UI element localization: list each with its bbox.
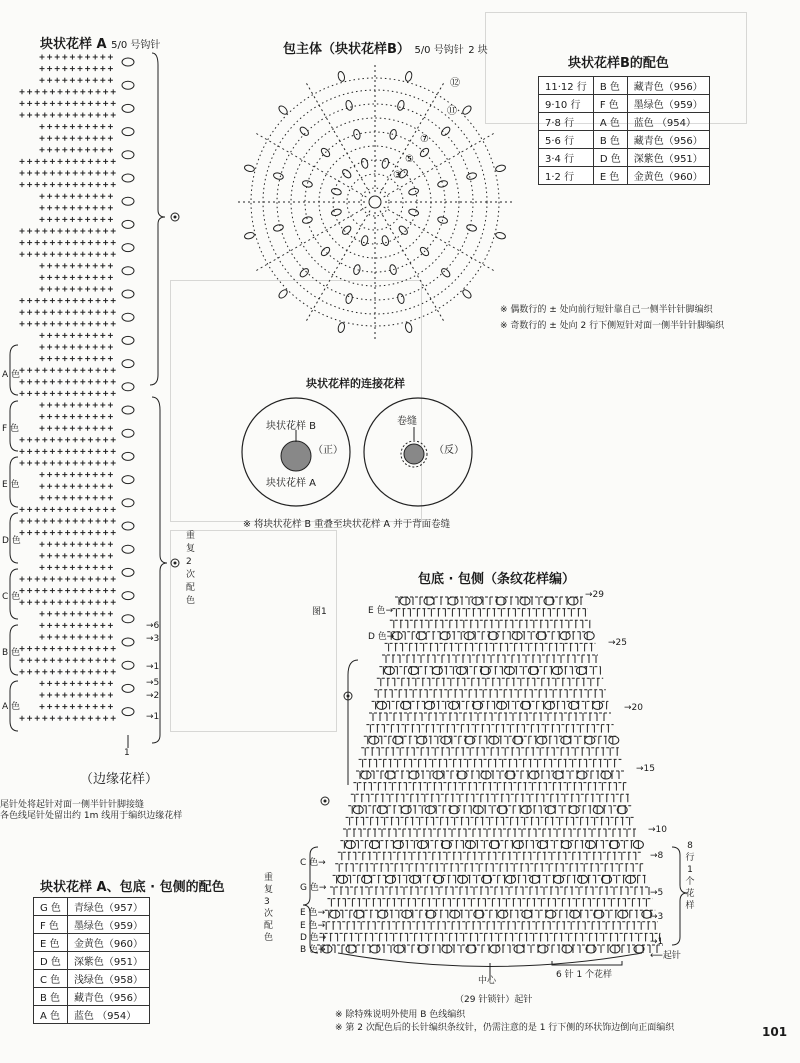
table-cell-color: 墨绿色（959）	[67, 916, 149, 934]
join-back: （反）	[434, 445, 464, 456]
table-row	[34, 970, 150, 988]
round-mark: ⑦	[420, 134, 429, 145]
motif-petal	[466, 172, 477, 180]
stripe-loop	[338, 875, 348, 883]
color-a-title: 块状花样 A、包底 · 包侧的配色	[40, 880, 225, 895]
motif-ring	[333, 160, 417, 244]
table-row	[34, 952, 150, 970]
motif-petal	[244, 231, 255, 239]
table-cell-color: 藏青色（956）	[67, 988, 149, 1006]
color-letter: B 色	[2, 648, 21, 658]
stripe-loop	[370, 945, 380, 953]
stripe-loop	[553, 771, 563, 779]
row-mark: →8	[650, 851, 664, 861]
stripe-loop	[529, 771, 539, 779]
stripe-loop	[456, 667, 466, 675]
table-cell-color: 金黄色（960）	[627, 167, 709, 185]
color-letter: E 色	[2, 480, 20, 490]
table-row	[539, 131, 710, 149]
table-row	[34, 1006, 150, 1024]
table-cell-letter: E 色	[593, 167, 627, 185]
join-a-label: 块状花样 A	[266, 478, 317, 489]
motif-petal	[437, 180, 448, 188]
stripe-loop	[521, 806, 531, 814]
motif-petal	[461, 104, 472, 115]
pattern-a-note: 尾针处将起针对面一侧半针针脚接缝	[0, 800, 145, 810]
ghost-panel	[485, 12, 747, 124]
join-b-label: 块状花样 B	[266, 421, 317, 432]
motif-b-dot	[281, 441, 311, 471]
stripe-loop	[537, 736, 547, 744]
stripe-color-label: B 色→	[300, 945, 326, 955]
stripe-loop	[401, 701, 411, 709]
stripe-loop	[609, 841, 619, 849]
table-cell-rows: 3·4 行	[539, 149, 594, 167]
row-mark: →3	[650, 912, 664, 922]
motif-petal	[341, 225, 352, 236]
stripe-loop	[585, 736, 595, 744]
stripe-loop	[362, 875, 372, 883]
table-cell-letter: G 色	[34, 898, 68, 916]
bottom-note: ※ 除特殊说明外使用 B 色线编织	[335, 1010, 466, 1020]
loop-mark	[122, 104, 134, 112]
motif-petal	[320, 246, 331, 257]
stripe-loop	[522, 910, 532, 918]
stripe-loop	[593, 806, 603, 814]
stripe-loop	[416, 632, 426, 640]
motif-center	[369, 196, 381, 208]
stripe-loop	[410, 875, 420, 883]
stripe-loop	[369, 736, 379, 744]
motif-petal	[466, 224, 477, 232]
row-mark: →5	[650, 888, 664, 898]
chain-label: （29 针锁针）起针	[455, 995, 533, 1005]
round-mark: ③	[393, 170, 402, 181]
motif-petal	[299, 267, 310, 278]
stripe-loop	[585, 841, 595, 849]
stripe-loop	[488, 632, 498, 640]
loop-mark	[122, 174, 134, 182]
center-label: 中心	[478, 976, 497, 986]
motif-petal	[381, 235, 389, 246]
stripe-loop	[432, 667, 442, 675]
figure-label: 图1	[312, 607, 327, 617]
stripe-color-label: D 色→	[368, 632, 395, 642]
stripe-loop	[353, 806, 363, 814]
table-cell-letter: B 色	[593, 131, 627, 149]
pattern-a-title: 块状花样 A 5/0 号钩针	[40, 37, 161, 52]
stripe-loop	[408, 667, 418, 675]
motif-petal	[495, 164, 506, 172]
stripe-loop	[401, 806, 411, 814]
table-row	[34, 898, 150, 916]
stripe-loop	[570, 910, 580, 918]
table-cell-rows: 5·6 行	[539, 131, 594, 149]
row-mark: →5	[146, 678, 160, 688]
stripe-loop	[449, 806, 459, 814]
table-row	[34, 988, 150, 1006]
join-front: （正）	[313, 445, 343, 456]
row-mark: →15	[636, 764, 655, 774]
loop-mark	[122, 661, 134, 669]
pattern-a-color-letters	[2, 345, 32, 735]
table-cell-color: 藏青色（956）	[627, 77, 709, 95]
six-stitch-label: 6 针 1 个花样	[556, 970, 613, 980]
row-mark: →6	[146, 621, 160, 631]
loop-mark	[122, 336, 134, 344]
stripe-loop	[417, 841, 427, 849]
table-cell-letter: D 色	[593, 149, 627, 167]
loop-mark	[122, 128, 134, 136]
color-a-table	[33, 897, 150, 1024]
pattern-a-repeat-note: 重复 2 次配色	[186, 531, 196, 606]
row-mark: →1	[146, 712, 160, 722]
table-cell-rows: 1·2 行	[539, 167, 594, 185]
motif-petal	[360, 158, 368, 169]
main-body-note: ※ 奇数行的 ± 处向 2 行下侧短针对面一侧半针针脚编织	[500, 321, 725, 331]
table-cell-letter: C 色	[34, 970, 68, 988]
stripe-loop	[609, 736, 619, 744]
eight-row-note: 8 行 1 个花样	[685, 841, 695, 911]
stripe-color-label: E 色→	[300, 908, 326, 918]
stripe-loop	[545, 701, 555, 709]
stripe-loop	[394, 945, 404, 953]
motif-petal	[398, 225, 409, 236]
loop-mark	[122, 476, 134, 484]
motif-petal	[299, 126, 310, 137]
stripe-loop	[538, 945, 548, 953]
loop-mark	[122, 429, 134, 437]
stripe-loop	[393, 841, 403, 849]
stripe-loop	[377, 806, 387, 814]
stripe-color-label: D 色→	[300, 933, 327, 943]
stripe-loop	[354, 910, 364, 918]
row-mark: →29	[585, 590, 604, 600]
stripe-loop	[554, 875, 564, 883]
motif-petal	[440, 267, 451, 278]
motif-petal	[273, 224, 284, 232]
table-cell-letter: A 色	[593, 113, 627, 131]
loop-mark	[122, 522, 134, 530]
stripe-loop	[601, 771, 611, 779]
table-cell-rows: 9·10 行	[539, 95, 594, 113]
loop-mark	[122, 499, 134, 507]
loop-mark	[122, 568, 134, 576]
round-mark: ⑫	[450, 78, 460, 89]
stripe-loop	[417, 736, 427, 744]
motif-ring	[291, 118, 459, 286]
motif-petal	[337, 71, 345, 82]
loop-mark	[122, 684, 134, 692]
loop-mark	[122, 290, 134, 298]
table-row	[539, 149, 710, 167]
stripe-loop	[424, 597, 434, 605]
stripe-loop	[386, 875, 396, 883]
loop-mark	[122, 360, 134, 368]
motif-petal	[302, 180, 313, 188]
stripe-loop	[506, 875, 516, 883]
stripe-loop	[393, 736, 403, 744]
stripe-loop	[514, 945, 524, 953]
loop-mark	[122, 452, 134, 460]
stripe-loop	[464, 632, 474, 640]
pattern-a-note: 各色线尾针处留出约 1m 线用于编织边缘花样	[0, 811, 183, 821]
table-cell-rows: 11·12 行	[539, 77, 594, 95]
table-cell-letter: A 色	[34, 1006, 68, 1024]
stripe-loop	[521, 701, 531, 709]
loop-mark	[122, 615, 134, 623]
table-cell-color: 蓝色 （954）	[627, 113, 709, 131]
motif-ring	[305, 132, 445, 272]
color-letter: F 色	[2, 424, 20, 434]
loop-mark	[122, 638, 134, 646]
table-cell-color: 金黄色（960）	[67, 934, 149, 952]
stripe-loop	[330, 910, 340, 918]
loop-mark	[122, 58, 134, 66]
bottom-mark: 1	[124, 748, 130, 758]
color-letter: A 色	[2, 370, 21, 380]
start-label: ⟵起针	[650, 951, 681, 961]
stripe-loop	[552, 667, 562, 675]
motif-ring	[319, 146, 431, 258]
stripe-loop	[593, 701, 603, 709]
table-cell-letter: D 色	[34, 952, 68, 970]
loop-mark	[122, 151, 134, 159]
stripe-loop	[425, 701, 435, 709]
motif-petal	[331, 208, 342, 216]
stripe-loop	[578, 875, 588, 883]
table-cell-color: 浅绿色（958）	[67, 970, 149, 988]
join-title: 块状花样的连接花样	[306, 377, 405, 390]
main-body-note: ※ 偶数行的 ± 处向前行短针靠自己一侧半针针脚编织	[500, 305, 713, 315]
stripe-loop	[562, 945, 572, 953]
edge-pattern-label: （边缘花样）	[80, 772, 159, 787]
motif-petal	[461, 288, 472, 299]
stripe-loop	[425, 806, 435, 814]
round-mark: ⑤	[405, 154, 414, 165]
motif-petal	[302, 216, 313, 224]
row-mark: →10	[648, 825, 667, 835]
table-cell-color: 蓝色 （954）	[67, 1006, 149, 1024]
stripe-loop	[561, 841, 571, 849]
table-cell-color: 藏青色（956）	[627, 131, 709, 149]
stripe-loop	[441, 736, 451, 744]
stripe-repeat-note: 重复 3 次配色	[264, 873, 274, 943]
motif-petal	[408, 187, 419, 195]
table-cell-letter: B 色	[593, 77, 627, 95]
stripe-loop	[369, 841, 379, 849]
stripe-loop	[409, 771, 419, 779]
row-mark: →25	[608, 638, 627, 648]
stripe-loop	[569, 701, 579, 709]
motif-ring	[361, 188, 389, 216]
table-cell-rows: 7·8 行	[539, 113, 594, 131]
stripe-loop	[530, 875, 540, 883]
table-row	[34, 934, 150, 952]
stripe-loop	[577, 771, 587, 779]
motif-petal	[345, 100, 353, 111]
main-body-title: 包主体（块状花样B） 5/0 号钩针 2 块	[283, 42, 488, 57]
motif-petal	[381, 158, 389, 169]
loop-mark	[122, 545, 134, 553]
stripe-color-label: E 色→	[368, 606, 394, 616]
stripe-loop	[385, 771, 395, 779]
stripe-loop	[448, 597, 458, 605]
table-cell-letter: F 色	[593, 95, 627, 113]
motif-petal	[440, 126, 451, 137]
loop-mark	[122, 383, 134, 391]
stripe-loop	[440, 632, 450, 640]
stripe-loop	[561, 736, 571, 744]
stripe-loop	[384, 667, 394, 675]
motif-petal	[408, 208, 419, 216]
loop-mark	[122, 592, 134, 600]
row-mark: →3	[146, 634, 160, 644]
motif-petal	[353, 264, 361, 275]
loop-mark	[122, 244, 134, 252]
loop-mark	[122, 81, 134, 89]
motif-petal	[495, 231, 506, 239]
motif-petal	[331, 187, 342, 195]
stripe-loop	[346, 945, 356, 953]
stripe-loop	[545, 806, 555, 814]
stripe-loop	[361, 771, 371, 779]
row-mark: →20	[624, 703, 643, 713]
loop-mark	[122, 406, 134, 414]
color-letter: C 色	[2, 592, 21, 602]
loop-mark	[122, 197, 134, 205]
loop-mark	[122, 313, 134, 321]
row-mark: →1	[650, 937, 664, 947]
stripe-loop	[569, 806, 579, 814]
stripe-loop	[449, 701, 459, 709]
table-cell-color: 深紫色（951）	[627, 149, 709, 167]
stripe-loop	[513, 736, 523, 744]
stripe-loop	[400, 597, 410, 605]
stripe-loop	[560, 632, 570, 640]
round-mark: ⑪	[447, 106, 457, 117]
motif-petal	[404, 71, 412, 82]
motif-ring	[277, 104, 473, 300]
bottom-title: 包底 · 包侧（条纹花样编）	[418, 572, 575, 587]
page-number: 101	[762, 1025, 788, 1039]
color-letter: A 色	[2, 702, 21, 712]
stripe-loop	[584, 632, 594, 640]
color-letter: D 色	[2, 536, 21, 546]
join-note: ※ 将块状花样 B 重叠至块状花样 A 并于背面卷缝	[243, 519, 451, 530]
table-cell-color: 深紫色（951）	[67, 952, 149, 970]
stripe-loop	[546, 910, 556, 918]
loop-mark	[122, 220, 134, 228]
stripe-loop	[472, 597, 482, 605]
motif-petal	[397, 100, 405, 111]
motif-petal	[273, 172, 284, 180]
loop-mark	[122, 267, 134, 275]
table-cell-letter: F 色	[34, 916, 68, 934]
stripe-loop	[402, 910, 412, 918]
stripe-color-label: C 色→	[300, 858, 326, 868]
stripe-loop	[474, 910, 484, 918]
stripe-color-label: G 色→	[300, 883, 327, 893]
bottom-note: ※ 第 2 次配色后的长针编织条纹针，仍需注意的是 1 行下侧的环状饰边倒向正面编织	[335, 1023, 675, 1033]
stripe-loop	[576, 667, 586, 675]
table-cell-letter: E 色	[34, 934, 68, 952]
stripe-loop	[513, 841, 523, 849]
table-cell-color: 墨绿色（959）	[627, 95, 709, 113]
table-row	[539, 167, 710, 185]
motif-ring	[347, 174, 403, 230]
motif-petal	[341, 168, 352, 179]
stripe-color-label: E 色→	[300, 921, 326, 931]
row-mark: →2	[146, 691, 160, 701]
color-b-title: 块状花样B的配色	[568, 56, 669, 71]
row-mark: →1	[146, 662, 160, 672]
stripe-loop	[378, 910, 388, 918]
stripe-loop	[537, 841, 547, 849]
stripe-chart	[300, 585, 700, 985]
stripe-loop	[345, 841, 355, 849]
stripe-loop	[568, 597, 578, 605]
stripe-loop	[490, 945, 500, 953]
table-cell-letter: B 色	[34, 988, 68, 1006]
join-seam: 卷缝	[397, 416, 417, 427]
table-row	[34, 916, 150, 934]
loop-mark	[122, 708, 134, 716]
stripe-loop	[377, 701, 387, 709]
stripe-loop	[433, 771, 443, 779]
table-cell-color: 青绿色（957）	[67, 898, 149, 916]
motif-petal	[360, 235, 368, 246]
stripe-loop	[498, 910, 508, 918]
motif-petal	[244, 164, 255, 172]
